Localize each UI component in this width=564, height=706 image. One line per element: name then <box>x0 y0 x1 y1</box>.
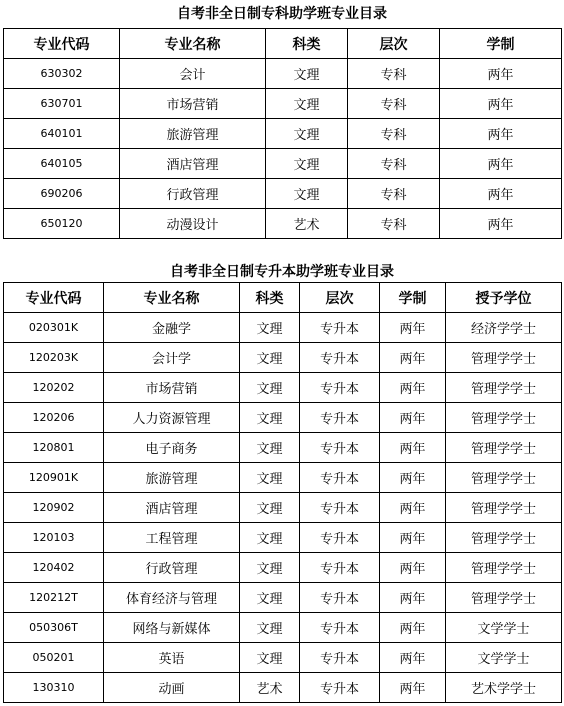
cell-category: 文理 <box>266 149 348 179</box>
cell-name: 英语 <box>104 643 240 673</box>
cell-duration: 两年 <box>380 643 446 673</box>
header-duration: 学制 <box>380 283 446 313</box>
cell-code: 130310 <box>4 673 104 703</box>
header-level: 层次 <box>348 29 440 59</box>
cell-code: 120212T <box>4 583 104 613</box>
cell-level: 专升本 <box>300 373 380 403</box>
header-code: 专业代码 <box>4 283 104 313</box>
cell-name: 酒店管理 <box>104 493 240 523</box>
cell-degree: 艺术学学士 <box>446 673 562 703</box>
cell-category: 文理 <box>240 493 300 523</box>
cell-degree: 管理学学士 <box>446 403 562 433</box>
table-row <box>4 583 562 613</box>
cell-duration: 两年 <box>440 149 562 179</box>
cell-category: 文理 <box>266 89 348 119</box>
cell-duration: 两年 <box>380 433 446 463</box>
table-row <box>4 343 562 373</box>
cell-code: 050306T <box>4 613 104 643</box>
cell-level: 专升本 <box>300 673 380 703</box>
cell-code: 120206 <box>4 403 104 433</box>
cell-degree: 管理学学士 <box>446 463 562 493</box>
cell-name: 金融学 <box>104 313 240 343</box>
cell-name: 动画 <box>104 673 240 703</box>
header-degree: 授予学位 <box>446 283 562 313</box>
cell-degree: 管理学学士 <box>446 343 562 373</box>
table-row <box>4 433 562 463</box>
cell-degree: 管理学学士 <box>446 433 562 463</box>
cell-category: 文理 <box>240 313 300 343</box>
cell-category: 文理 <box>266 119 348 149</box>
cell-degree: 文学学士 <box>446 643 562 673</box>
cell-code: 640105 <box>4 149 120 179</box>
cell-name: 市场营销 <box>120 89 266 119</box>
cell-category: 文理 <box>240 643 300 673</box>
header-category: 科类 <box>240 283 300 313</box>
cell-duration: 两年 <box>440 59 562 89</box>
cell-level: 专升本 <box>300 553 380 583</box>
cell-name: 会计学 <box>104 343 240 373</box>
table-row <box>4 89 562 119</box>
header-code: 专业代码 <box>4 29 120 59</box>
cell-degree: 管理学学士 <box>446 553 562 583</box>
cell-category: 文理 <box>240 583 300 613</box>
table-row <box>4 613 562 643</box>
cell-duration: 两年 <box>380 403 446 433</box>
cell-name: 旅游管理 <box>104 463 240 493</box>
table-row <box>4 313 562 343</box>
cell-code: 120801 <box>4 433 104 463</box>
cell-duration: 两年 <box>380 613 446 643</box>
cell-category: 文理 <box>240 463 300 493</box>
cell-duration: 两年 <box>380 463 446 493</box>
cell-code: 050201 <box>4 643 104 673</box>
table-body <box>4 313 562 703</box>
header-name: 专业名称 <box>120 29 266 59</box>
cell-level: 专升本 <box>300 613 380 643</box>
table-row <box>4 643 562 673</box>
cell-duration: 两年 <box>380 553 446 583</box>
table-header-row <box>4 283 562 313</box>
cell-category: 文理 <box>240 373 300 403</box>
cell-name: 行政管理 <box>120 179 266 209</box>
cell-degree: 管理学学士 <box>446 493 562 523</box>
table-row <box>4 403 562 433</box>
cell-degree: 管理学学士 <box>446 523 562 553</box>
cell-level: 专升本 <box>300 643 380 673</box>
cell-duration: 两年 <box>380 583 446 613</box>
cell-code: 120902 <box>4 493 104 523</box>
cell-name: 电子商务 <box>104 433 240 463</box>
cell-code: 650120 <box>4 209 120 239</box>
cell-duration: 两年 <box>380 493 446 523</box>
cell-name: 动漫设计 <box>120 209 266 239</box>
cell-duration: 两年 <box>440 209 562 239</box>
table-row <box>4 493 562 523</box>
cell-category: 文理 <box>240 553 300 583</box>
cell-duration: 两年 <box>440 89 562 119</box>
cell-code: 630302 <box>4 59 120 89</box>
cell-category: 艺术 <box>240 673 300 703</box>
cell-level: 专科 <box>348 209 440 239</box>
cell-level: 专升本 <box>300 313 380 343</box>
cell-name: 人力资源管理 <box>104 403 240 433</box>
cell-category: 文理 <box>266 179 348 209</box>
upgrade-catalog-title: 自考非全日制专升本助学班专业目录 <box>170 264 394 280</box>
table-row <box>4 179 562 209</box>
cell-level: 专升本 <box>300 493 380 523</box>
table-row <box>4 149 562 179</box>
cell-category: 文理 <box>240 343 300 373</box>
cell-name: 市场营销 <box>104 373 240 403</box>
cell-level: 专科 <box>348 59 440 89</box>
cell-degree: 管理学学士 <box>446 373 562 403</box>
cell-level: 专升本 <box>300 343 380 373</box>
cell-level: 专科 <box>348 149 440 179</box>
table-row <box>4 673 562 703</box>
cell-duration: 两年 <box>440 119 562 149</box>
cell-duration: 两年 <box>380 313 446 343</box>
cell-category: 文理 <box>240 403 300 433</box>
cell-level: 专升本 <box>300 463 380 493</box>
cell-level: 专科 <box>348 119 440 149</box>
upgrade-catalog-table <box>3 282 562 703</box>
table-row <box>4 209 562 239</box>
cell-duration: 两年 <box>380 373 446 403</box>
table-row <box>4 373 562 403</box>
cell-duration: 两年 <box>380 523 446 553</box>
cell-degree: 经济学学士 <box>446 313 562 343</box>
cell-duration: 两年 <box>380 343 446 373</box>
cell-code: 120203K <box>4 343 104 373</box>
table-row <box>4 523 562 553</box>
cell-code: 120901K <box>4 463 104 493</box>
cell-name: 旅游管理 <box>120 119 266 149</box>
cell-code: 690206 <box>4 179 120 209</box>
cell-code: 630701 <box>4 89 120 119</box>
header-level: 层次 <box>300 283 380 313</box>
cell-code: 640101 <box>4 119 120 149</box>
cell-code: 120103 <box>4 523 104 553</box>
table-body <box>4 59 562 239</box>
cell-category: 文理 <box>240 523 300 553</box>
cell-code: 120202 <box>4 373 104 403</box>
cell-level: 专升本 <box>300 523 380 553</box>
table-row <box>4 59 562 89</box>
table-row <box>4 553 562 583</box>
cell-level: 专升本 <box>300 403 380 433</box>
cell-code: 020301K <box>4 313 104 343</box>
header-duration: 学制 <box>440 29 562 59</box>
cell-level: 专升本 <box>300 433 380 463</box>
header-category: 科类 <box>266 29 348 59</box>
specialty-catalog-table <box>3 28 562 239</box>
specialty-catalog-title: 自考非全日制专科助学班专业目录 <box>177 6 387 22</box>
cell-name: 网络与新媒体 <box>104 613 240 643</box>
cell-level: 专科 <box>348 179 440 209</box>
table-row <box>4 463 562 493</box>
cell-name: 会计 <box>120 59 266 89</box>
cell-name: 体育经济与管理 <box>104 583 240 613</box>
cell-name: 酒店管理 <box>120 149 266 179</box>
cell-category: 文理 <box>266 59 348 89</box>
cell-level: 专升本 <box>300 583 380 613</box>
table-header-row <box>4 29 562 59</box>
cell-degree: 文学学士 <box>446 613 562 643</box>
cell-category: 文理 <box>240 433 300 463</box>
cell-degree: 管理学学士 <box>446 583 562 613</box>
cell-code: 120402 <box>4 553 104 583</box>
table-row <box>4 119 562 149</box>
cell-level: 专科 <box>348 89 440 119</box>
cell-name: 工程管理 <box>104 523 240 553</box>
cell-category: 艺术 <box>266 209 348 239</box>
header-name: 专业名称 <box>104 283 240 313</box>
cell-duration: 两年 <box>380 673 446 703</box>
cell-duration: 两年 <box>440 179 562 209</box>
cell-name: 行政管理 <box>104 553 240 583</box>
cell-category: 文理 <box>240 613 300 643</box>
